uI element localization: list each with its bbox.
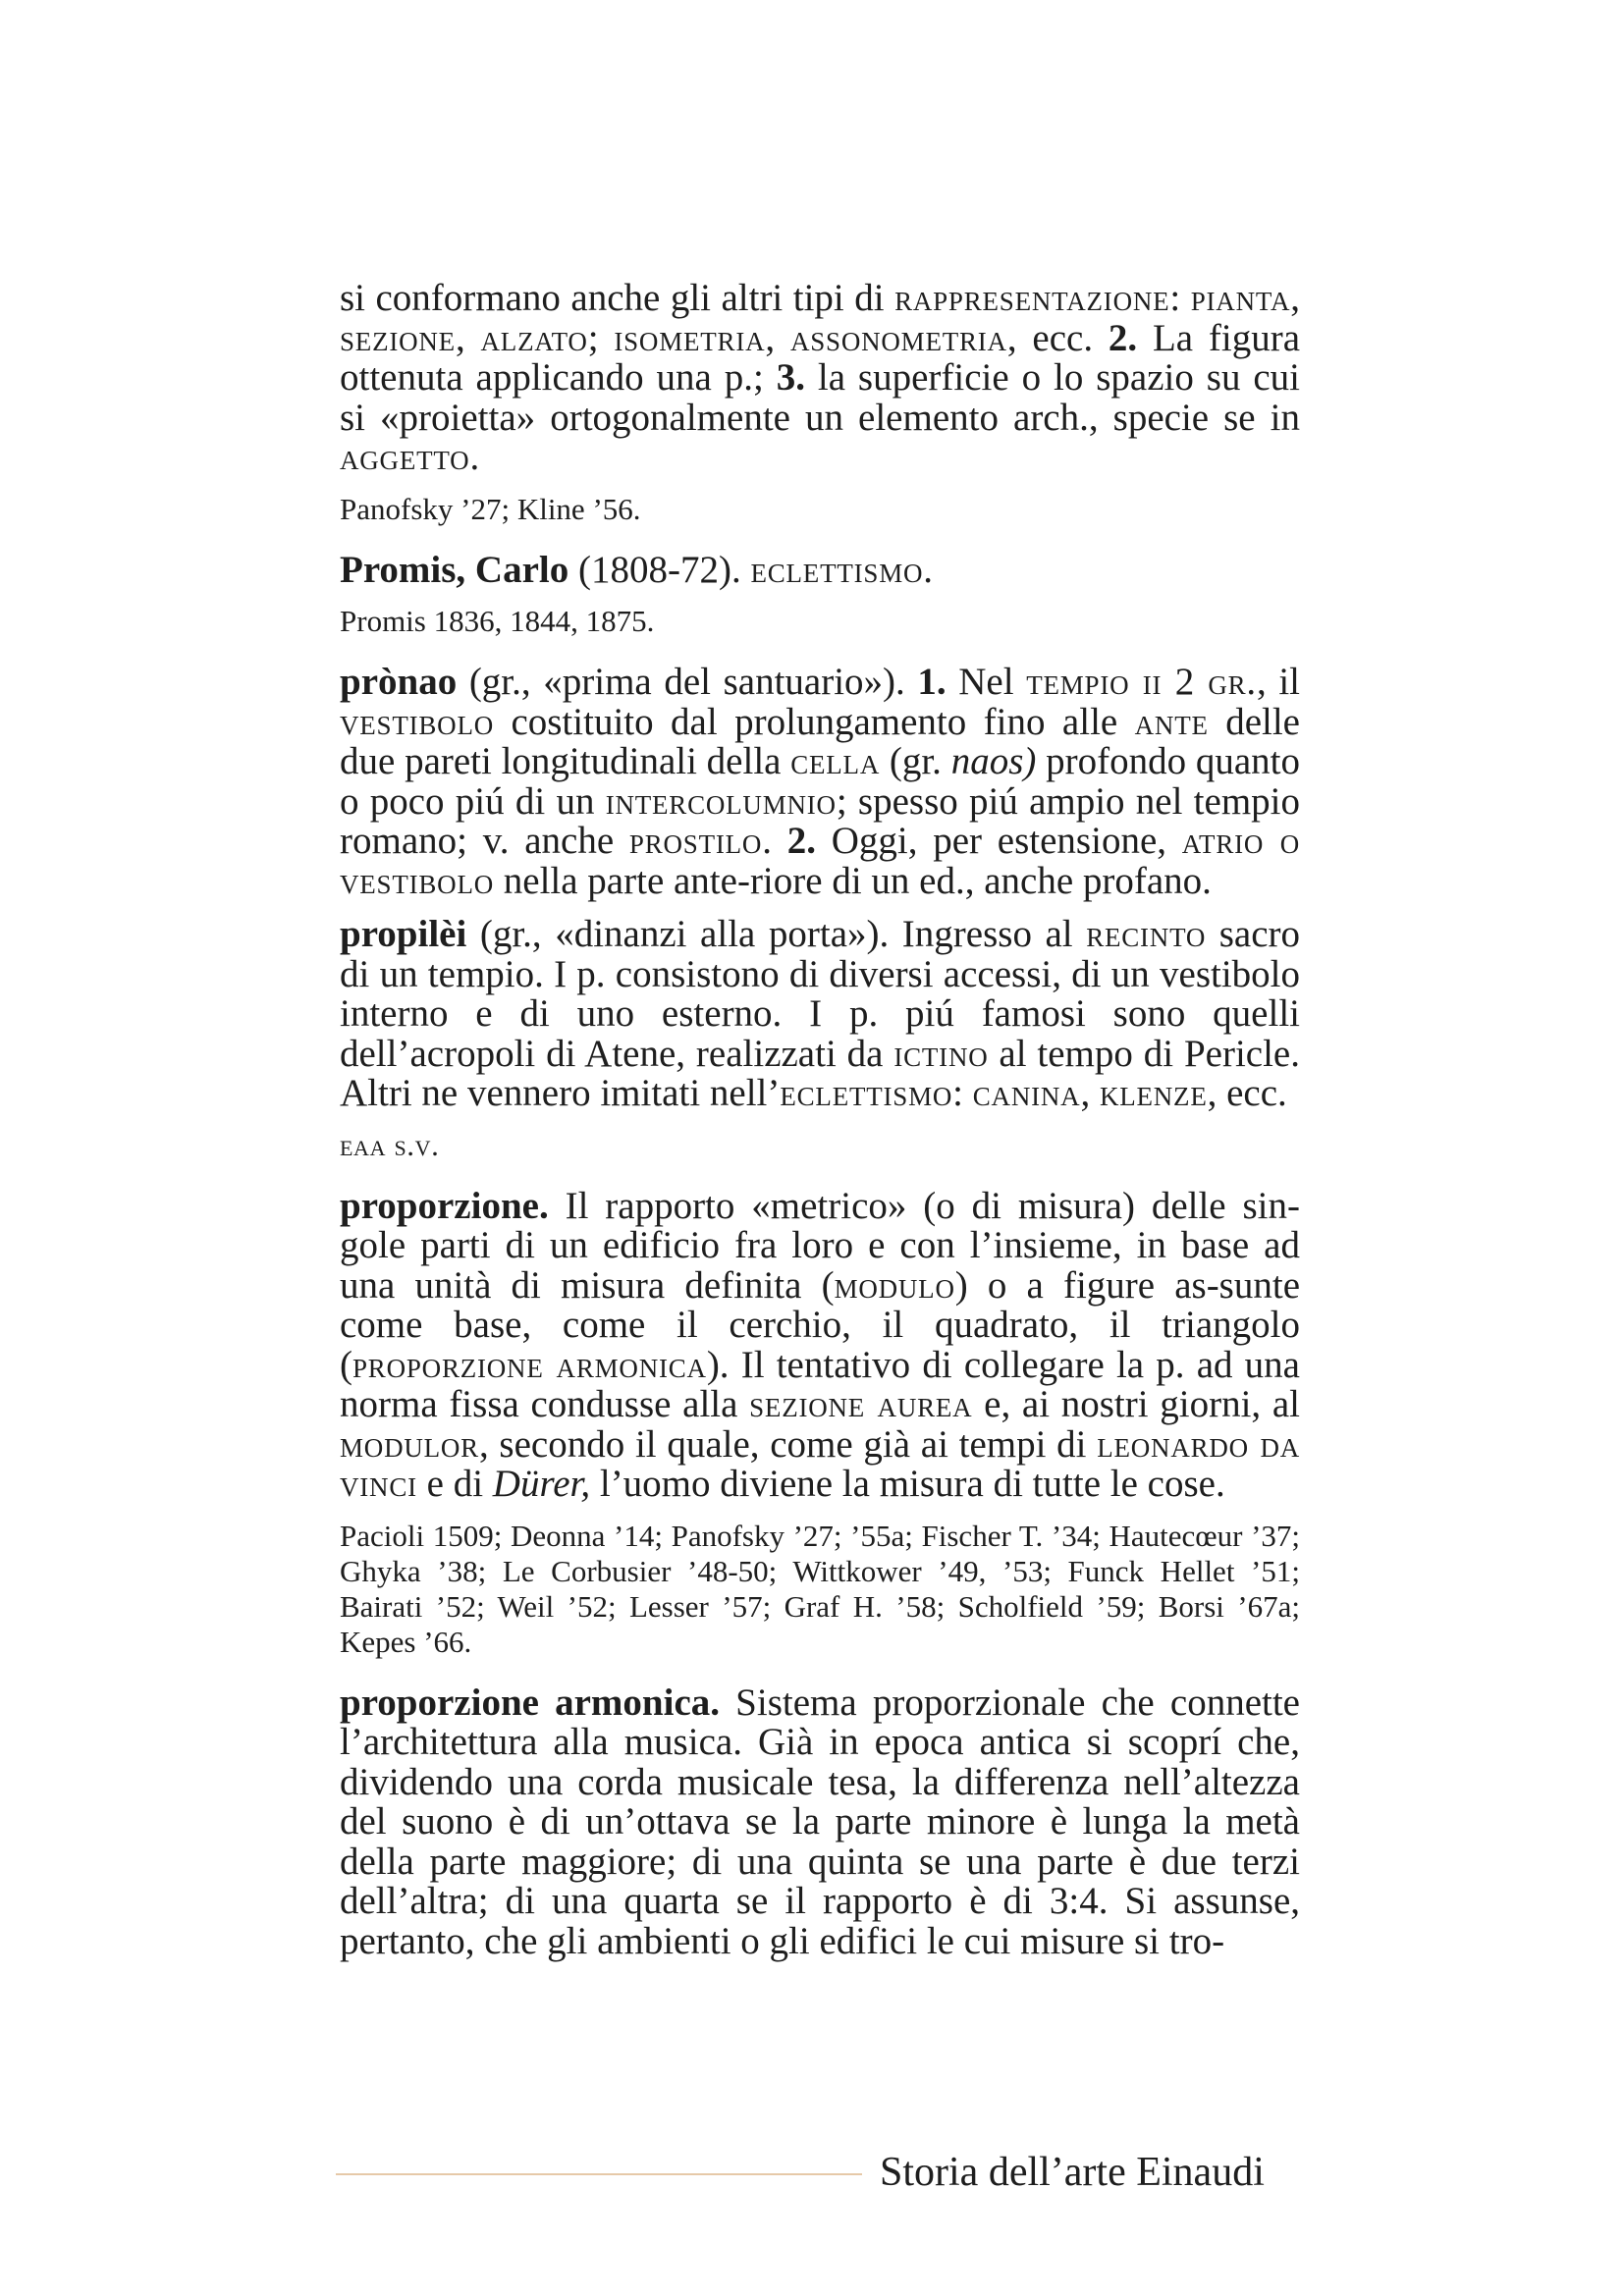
dictionary-entry-proiezione-cont: si conformano anche gli altri tipi di rappresentazione: pianta, sezione, alzato; isometria, assonometria, ecc. 2. La figura ottenuta applicando una p.; 3. la superficie o lo spazio su cui si «proietta» ortogonalmente un elemento arch., specie se in aggetto.	[340, 277, 1301, 478]
bibliography-promis: Promis 1836, 1844, 1875.	[340, 604, 655, 638]
bibliography-proporzione: Pacioli 1509; Deonna ’14; Panofsky ’27; ’55a; Fischer T. ’34; Hautecœur ’37; Ghyka ’38; Le Corbusier ’48-50; Wittkower ’49, ’53; Funck Hellet ’51; Bairati ’52; Weil ’52; Lesser ’57; Graf H. ’58; Scholfield ’59; Borsi ’67a; Kepes ’66.	[340, 1518, 1300, 1659]
dictionary-entry-promis: Promis, Carlo (1808-72). eclettismo.	[340, 548, 934, 591]
footer-title: Storia dell’arte Einaudi	[880, 2150, 1265, 2195]
bibliography-proiezione-cont: Panofsky ’27; Kline ’56.	[340, 491, 641, 526]
dictionary-entry-pronao: prònao (gr., «prima del santuario»). 1. Nel tempio ii 2 gr., il vestibolo costituito dal prolungamento fino alle ante delle due pareti longitudinali della cella (gr. naos) profondo quanto o poco piú di un intercolumnio; spesso piú ampio nel tempio romano; v. anche prostilo. 2. Oggi, per estensione, atrio o vestibolo nella parte ante-riore di un ed., anche profano.	[340, 661, 1301, 902]
dictionary-entry-proporzione: proporzione. Il rapporto «metrico» (o di misura) delle sin-gole parti di un edificio fra loro e con l’insieme, in base ad una unità di misura definita (modulo) o a figure as-sunte come base, come il cerchio, il quadrato, il triangolo (proporzione armonica). Il tentativo di collegare la p. ad una norma fissa condusse alla sezione aurea e, ai nostri giorni, al modulor, secondo il quale, come già ai tempi di leonardo da vinci e di Dürer, l’uomo diviene la misura di tutte le cose.	[340, 1184, 1301, 1505]
dictionary-entry-propilei: propilèi (gr., «dinanzi alla porta»). Ingresso al recinto sacro di un tempio. I p. consistono di diversi accessi, di un vestibolo interno e di uno esterno. I p. piú famosi sono quelli dell’acropoli di Atene, realizzati da ictino al tempo di Pericle. Altri ne vennero imitati nell’eclettismo: canina, klenze, ecc.	[340, 913, 1300, 1114]
text-column	[340, 279, 1300, 1975]
footer-rule	[336, 2173, 862, 2175]
dictionary-entry-proporzione-armonica: proporzione armonica. Sistema proporzionale che connette l’architettura alla musica. Già in epoca antica si scoprí che, dividendo una corda musicale tesa, la differenza nell’altezza del suono è di un’ottava se la parte minore è lunga la metà della parte maggiore; di una quinta se una parte è due terzi dell’altra; di una quarta se il rapporto è di 3:4. Si assunse, pertanto, che gli ambienti o gli edifici le cui misure si tro-	[340, 1681, 1300, 1962]
bibliography-propilei: eaa s.v.	[340, 1127, 440, 1162]
